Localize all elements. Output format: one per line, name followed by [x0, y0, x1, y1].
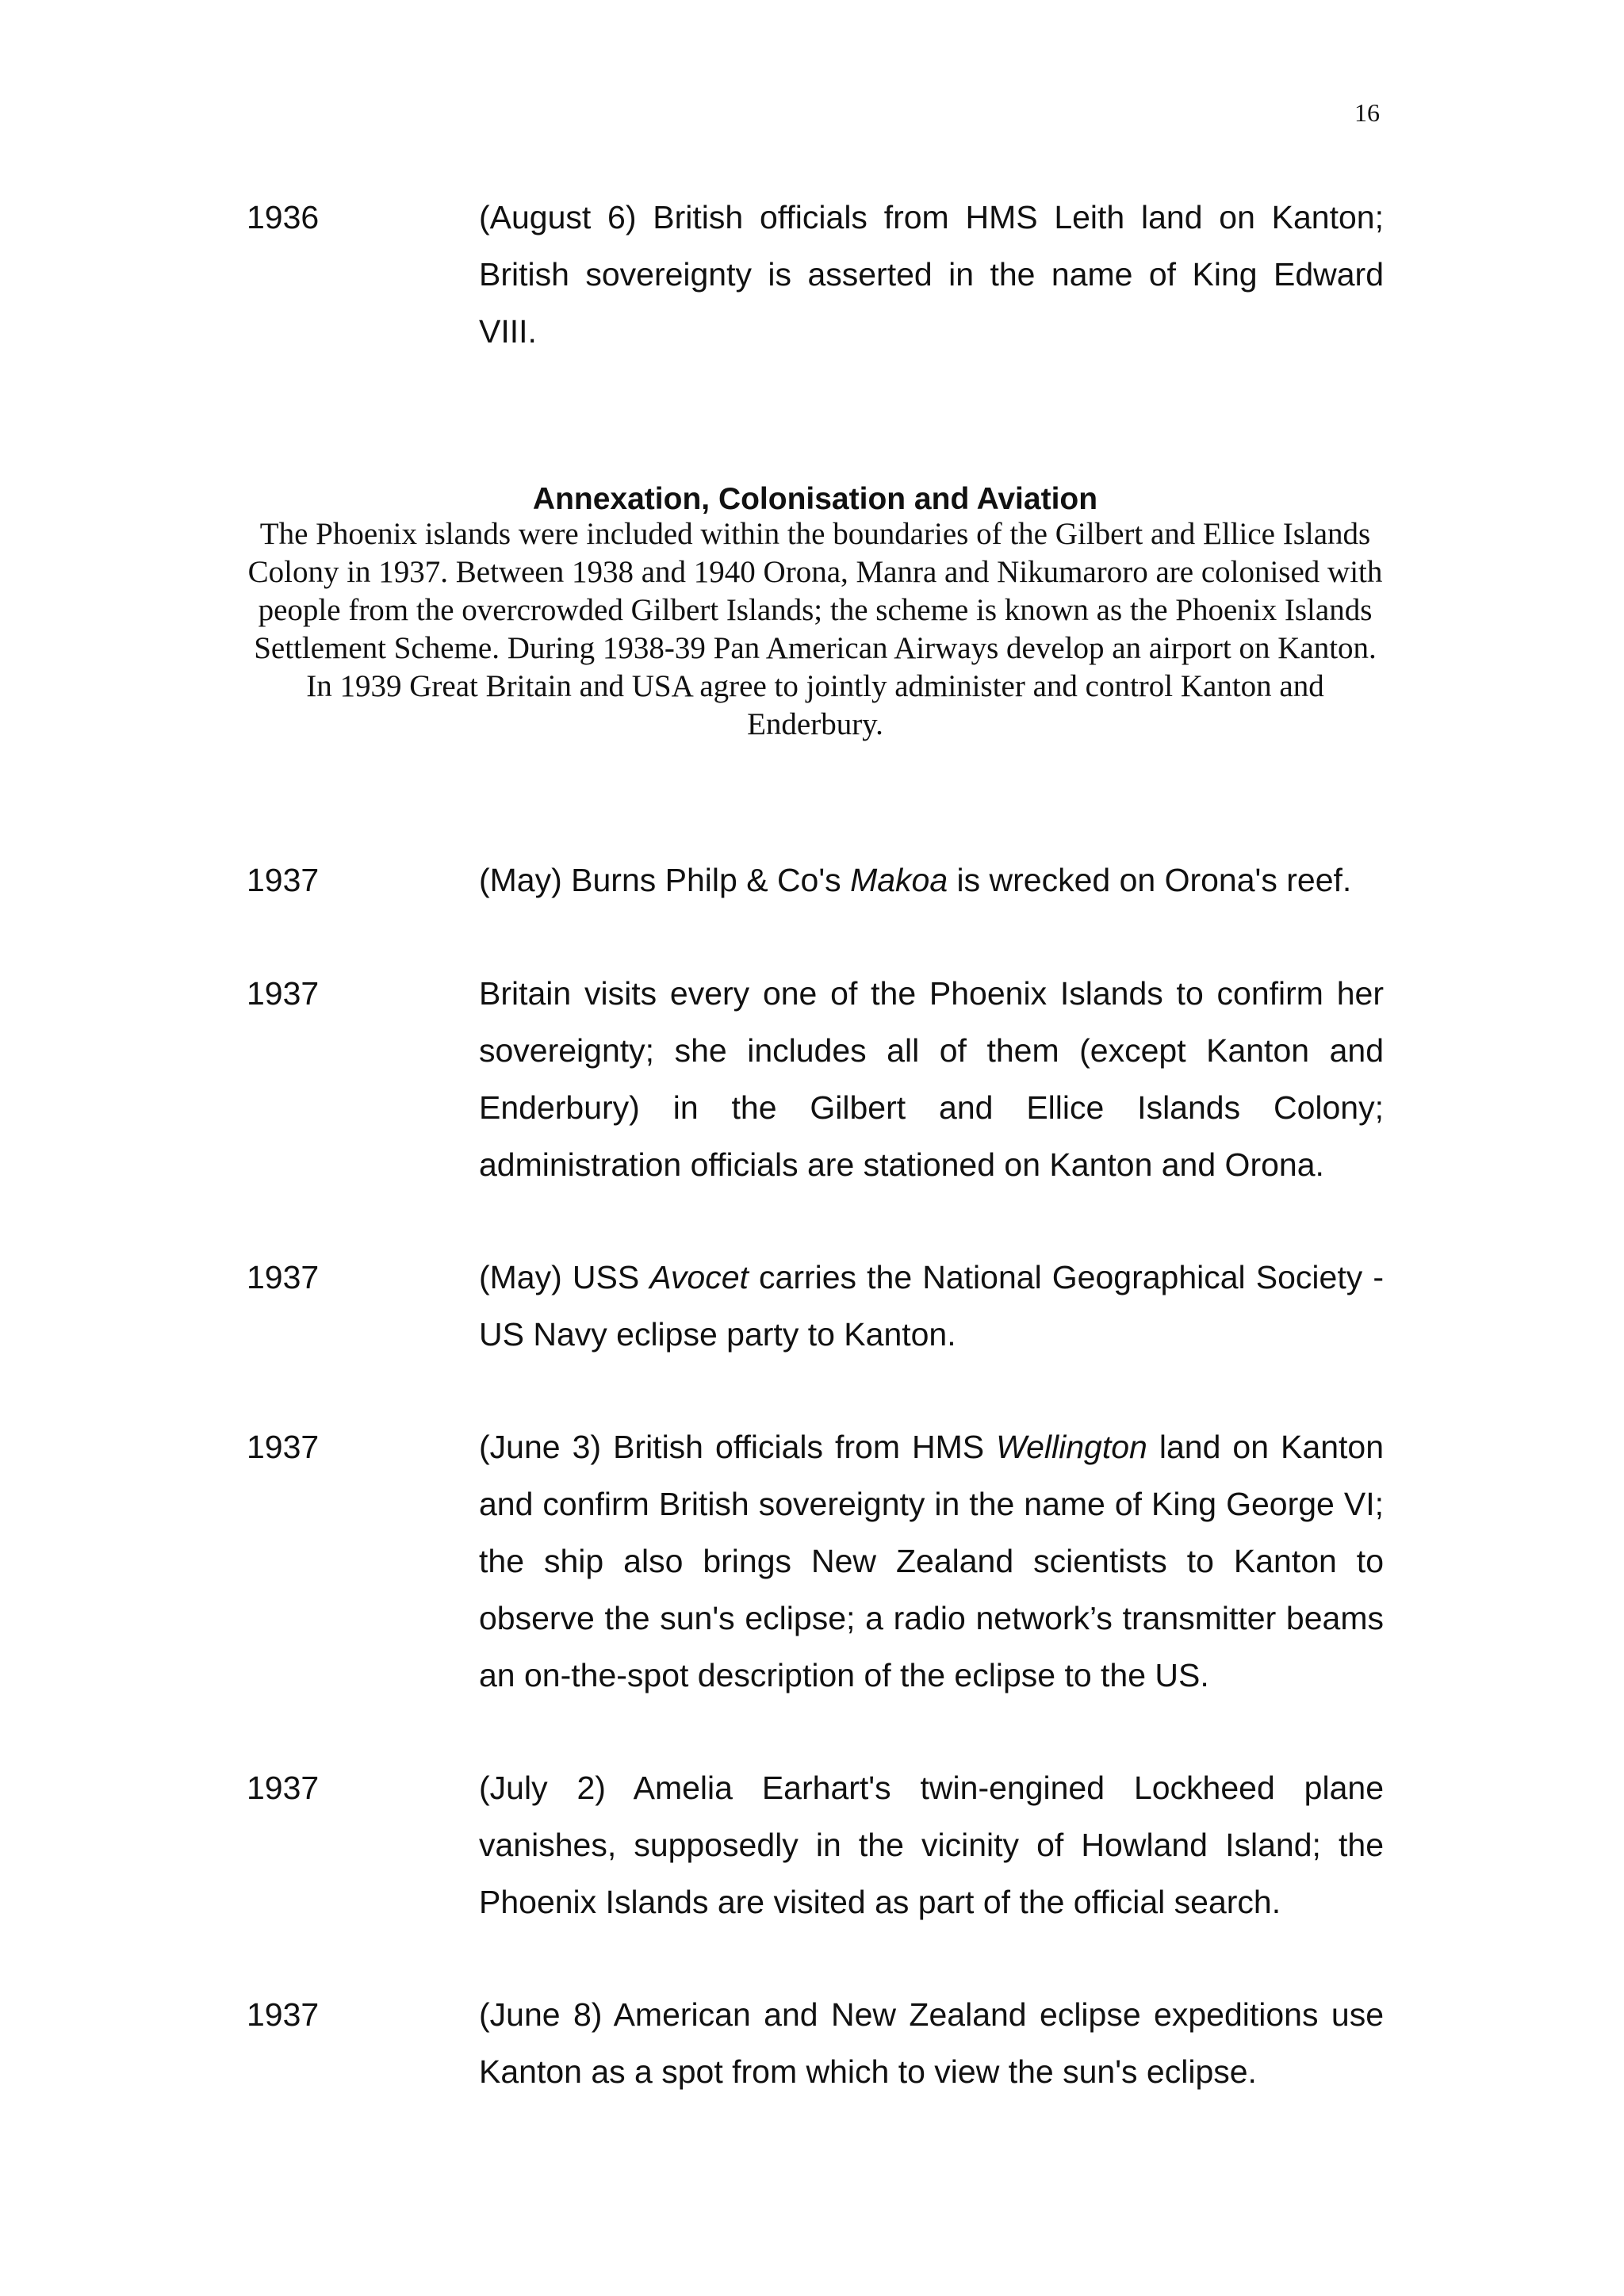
entry-year: 1937	[247, 975, 320, 1012]
entry-text: (August 6) British officials from HMS Leith land on Kanton; British sovereignty is asserted in the name of King Edward VIII.	[479, 199, 1384, 350]
timeline-entry-avocet	[247, 1249, 1384, 1363]
entry-text: (July 2) Amelia Earhart's twin-engined Lockheed plane vanishes, supposedly in the vicinity of Howland Island; the Phoenix Islands are visited as part of the official search.	[479, 1770, 1384, 1920]
entry-year: 1937	[247, 1996, 320, 2033]
entry-text: Britain visits every one of the Phoenix Islands to confirm her sovereignty; she includes all of them (except Kanton and Enderbury) in the Gilbert and Ellice Islands Colony; administration officials are stationed on Kanton and Orona.	[479, 975, 1384, 1183]
entry-year: 1937	[247, 1259, 320, 1295]
ship-name: Avocet	[649, 1259, 749, 1295]
timeline-entry-britain-visits	[247, 965, 1384, 1193]
entry-year: 1937	[247, 1770, 320, 1806]
timeline-entry-eclipse-expeditions	[247, 1986, 1384, 2100]
entry-year: 1937	[247, 1429, 320, 1465]
entry-year: 1936	[247, 199, 320, 235]
timeline-entry-wellington	[247, 1418, 1384, 1704]
timeline-entry-earhart	[247, 1759, 1384, 1931]
entry-text: (May) USS Avocet carries the National Geographical Society - US Navy eclipse party to Kanton.	[479, 1259, 1384, 1353]
section-summary: The Phoenix islands were included within the boundaries of the Gilbert and Ellice Islands Colony in 1937. Between 1938 and 1940 Orona, Manra and Nikumaroro are colonised with people from the overcrowded Gilbert Islands; the scheme is known as the Phoenix Islands Settlement Scheme. During 1938-39 Pan American Airways develop an airport on Kanton. In 1939 Great Britain and USA agree to jointly administer and control Kanton and Enderbury.	[247, 517, 1383, 741]
ship-name: Wellington	[996, 1429, 1147, 1465]
entry-text: (May) Burns Philp & Co's Makoa is wrecked on Orona's reef.	[479, 862, 1352, 898]
entry-text: (June 3) British officials from HMS Wellington land on Kanton and confirm British sovereignty in the name of King George VI; the ship also brings New Zealand scientists to Kanton to observe the sun's eclipse; a radio network’s transmitter beams an on-the-spot description of the eclipse to the US.	[479, 1429, 1385, 1693]
timeline-entry-makoa	[247, 851, 1384, 909]
entry-year: 1937	[247, 862, 320, 898]
timeline-entry-1936	[247, 189, 1384, 360]
entry-text: (June 8) American and New Zealand eclipse expeditions use Kanton as a spot from which to view the sun's eclipse.	[479, 1996, 1384, 2090]
ship-name: Makoa	[850, 862, 948, 898]
page-number: 16	[1354, 98, 1380, 127]
section-heading: Annexation, Colonisation and Aviation	[532, 482, 1098, 516]
